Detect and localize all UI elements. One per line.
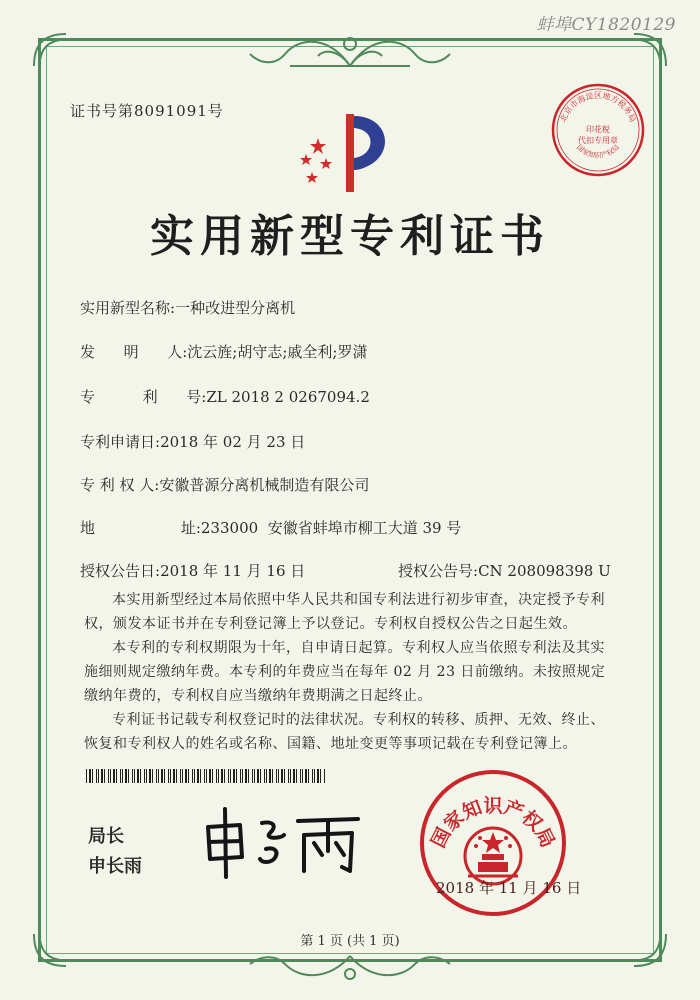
corner-ornament-tr — [630, 30, 670, 70]
paragraph-legal-status: 专利证书记载专利权登记时的法律状况。专利权的转移、质押、无效、终止、恢复和专利权人的姓名或名称、国籍、地址变更等事项记载在专利登记簿上。 — [84, 712, 605, 752]
paragraph-grant-statement: 本实用新型经过本局依照中华人民共和国专利法进行初步审查，决定授予专利权，颁发本证书并在专利登记簿上予以登记。专利权自授权公告之日起生效。 — [84, 592, 605, 632]
field-grant-date-value: 2018 年 11 月 16 日 — [160, 562, 306, 580]
field-patentee-value: 安徽普源分离机械制造有限公司 — [159, 476, 370, 494]
director-name: 申长雨 — [88, 856, 142, 877]
page-footer: 第 1 页 (共 1 页) — [300, 934, 400, 949]
barcode — [86, 769, 326, 783]
tax-stamp — [548, 80, 648, 180]
corner-ornament-tl — [30, 30, 70, 70]
tax-stamp-bottom-text: 国家知识产权局 — [574, 143, 622, 160]
field-grant-number-label: 授权公告号: — [398, 562, 479, 580]
certificate-title: 实用新型专利证书 — [150, 211, 550, 262]
field-patentee-label: 专 利 权 人: — [80, 476, 160, 494]
handwritten-note: 蚌埠CY1820129 — [536, 15, 676, 35]
cnipa-logo — [288, 108, 408, 198]
bottom-ornament — [230, 948, 470, 988]
field-inventor-label: 发 明 人: — [80, 343, 188, 361]
field-grant-date — [80, 560, 305, 581]
field-address-value: 233000 安徽省蚌埠市柳工大道 39 号 — [200, 519, 462, 537]
field-grant-number-value: CN 208098398 U — [478, 562, 611, 580]
field-patentee — [80, 474, 369, 495]
field-inventor — [80, 341, 367, 362]
field-filing-date — [80, 431, 305, 452]
field-patent-number — [80, 386, 370, 407]
field-utility-name-value: 一种改进型分离机 — [175, 299, 296, 317]
seal-text: 国家知识产权局 — [427, 795, 559, 852]
field-grant-number — [398, 560, 611, 581]
national-emblem-icon — [465, 828, 521, 884]
field-filing-date-label: 专利申请日: — [80, 433, 161, 451]
paragraph-term-fees: 本专利的专利权期限为十年，自申请日起算。专利权人应当依照专利法及其实施细则规定缴纳年费。本专利的年费应当在每年 02 月 23 日前缴纳。未按照规定缴纳年费的，专利权自应当缴纳年费期满之日起终止。 — [84, 640, 606, 704]
field-address — [80, 517, 461, 538]
tax-stamp-arc-text: 北京市海淀区地方税务局 — [558, 91, 638, 124]
field-address-label: 地 址: — [80, 519, 201, 537]
field-patent-number-label: 专 利 号: — [80, 388, 207, 406]
field-utility-name — [80, 297, 295, 318]
field-filing-date-value: 2018 年 02 月 23 日 — [160, 433, 306, 451]
field-utility-name-label: 实用新型名称: — [80, 299, 176, 317]
seal-date: 2018 年 11 月 16 日 — [436, 879, 582, 897]
field-grant-date-label: 授权公告日: — [80, 562, 161, 580]
director-signature — [200, 805, 370, 880]
field-inventor-value: 沈云旌;胡守志;戚全利;罗潇 — [187, 343, 368, 361]
svg-text:国家知识产权局 — [575, 143, 621, 160]
top-ornament — [230, 26, 470, 76]
certificate-number: 证书号第8091091号 — [70, 102, 224, 120]
tax-stamp-line-2: 代扣专用章 — [578, 136, 618, 145]
field-patent-number-value: ZL 2018 2 0267094.2 — [206, 388, 370, 406]
tax-stamp-line-1: 印花税 — [586, 125, 610, 134]
director-title: 局长 — [88, 826, 124, 847]
